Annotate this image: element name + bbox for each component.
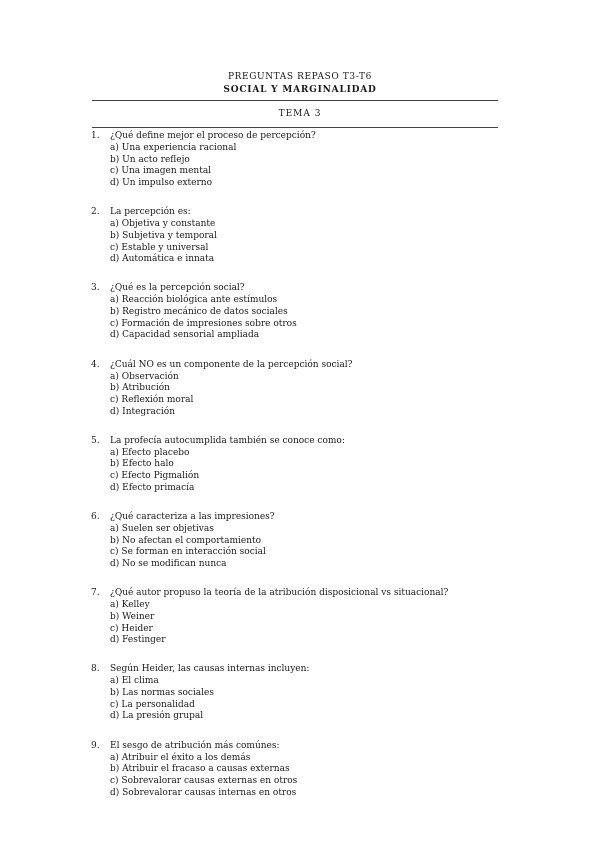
answer-option: d) Automática e innata [110,254,215,265]
document-subtitle: SOCIAL Y MARGINALIDAD [223,85,377,95]
question-item [0,131,600,207]
answer-options [110,448,199,495]
question-number: 2. [91,207,100,218]
question-number: 9. [91,740,100,751]
answer-option: a) Efecto placebo [110,447,190,458]
question-text: ¿Qué caracteriza a las impresiones? [110,511,275,522]
question-text: ¿Qué es la percepción social? [110,283,245,294]
answer-option: a) Objetiva y constante [110,219,216,230]
answer-option: c) Se forman en interacción social [110,547,266,558]
topic-heading: TEMA 3 [278,109,322,119]
question-text: ¿Cuál NO es un componente de la percepción social? [110,359,353,370]
question-number: 3. [91,283,100,294]
answer-option: d) Un impulso externo [110,178,212,189]
question-item [0,664,600,740]
question-item [0,741,600,817]
answer-option: b) Atribuir el fracaso a causas externas [110,764,290,775]
answer-option: d) Capacidad sensorial ampliada [110,330,260,341]
answer-option: b) Weiner [110,611,155,622]
answer-option: d) La presión grupal [110,711,204,722]
answer-option: b) No afectan el comportamiento [110,535,262,546]
answer-option: c) Estable y universal [110,242,209,253]
answer-option: b) Registro mecánico de datos sociales [110,307,288,318]
question-number: 8. [91,664,100,675]
question-text: Según Heider, las causas internas incluyen: [110,664,310,675]
answer-option: d) No se modifican nunca [110,559,227,569]
answer-option: b) Subjetiva y temporal [110,230,217,241]
answer-option: a) El clima [110,676,159,687]
question-number: 6. [91,511,100,522]
answer-option: d) Festinger [110,635,166,646]
document-title: PREGUNTAS REPASO T3-T6 [228,72,372,82]
answer-option: d) Efecto primacía [110,482,195,493]
question-text: El sesgo de atribución más comúnes: [110,740,280,751]
question-item [0,588,600,664]
question-text: ¿Qué autor propuso la teoría de la atribución disposicional vs situacional? [110,588,449,599]
question-number: 7. [91,588,100,599]
answer-options [110,600,166,647]
answer-option: a) Atribuir el éxito a los demás [110,752,251,763]
answer-options [110,524,266,571]
question-number: 4. [91,359,100,370]
answer-option: b) Efecto halo [110,459,174,470]
question-text: La profecía autocumplida también se conoce como: [110,435,345,446]
question-item [0,360,600,436]
answer-option: c) Heider [110,623,153,634]
answer-option: b) Las normas sociales [110,688,214,698]
answer-option: b) Un acto reflejo [110,154,190,165]
question-list [0,131,600,817]
answer-option: c) Efecto Pigmalión [110,471,200,482]
top-divider [92,100,498,101]
question-item [0,283,600,359]
question-item [0,512,600,588]
answer-options [110,295,297,342]
question-text: ¿Qué define mejor el proceso de percepción? [110,131,316,141]
question-item [0,207,600,283]
answer-option: a) Suelen ser objetivas [110,523,214,534]
answer-options [110,372,193,419]
question-text: La percepción es: [110,207,191,218]
topic-divider [92,127,498,128]
answer-option: c) Sobrevalorar causas externas en otros [110,775,298,786]
answer-option: c) Formación de impresiones sobre otros [110,318,297,329]
answer-option: c) La personalidad [110,699,195,710]
answer-option: a) Una experiencia racional [110,143,237,153]
answer-options [110,676,214,723]
answer-option: a) Reacción biológica ante estímulos [110,295,278,306]
answer-option: a) Observación [110,371,179,382]
answer-option: a) Kelley [110,600,150,611]
answer-option: b) Atribución [110,383,170,394]
question-number: 5. [91,435,100,446]
answer-option: c) Una imagen mental [110,166,212,177]
answer-options [110,753,297,800]
answer-option: d) Sobrevalorar causas internas en otros [110,787,297,798]
question-number: 1. [91,131,100,141]
answer-option: c) Reflexión moral [110,394,194,405]
answer-options [110,143,236,190]
answer-option: d) Integración [110,406,175,417]
question-item [0,436,600,512]
answer-options [110,219,217,266]
